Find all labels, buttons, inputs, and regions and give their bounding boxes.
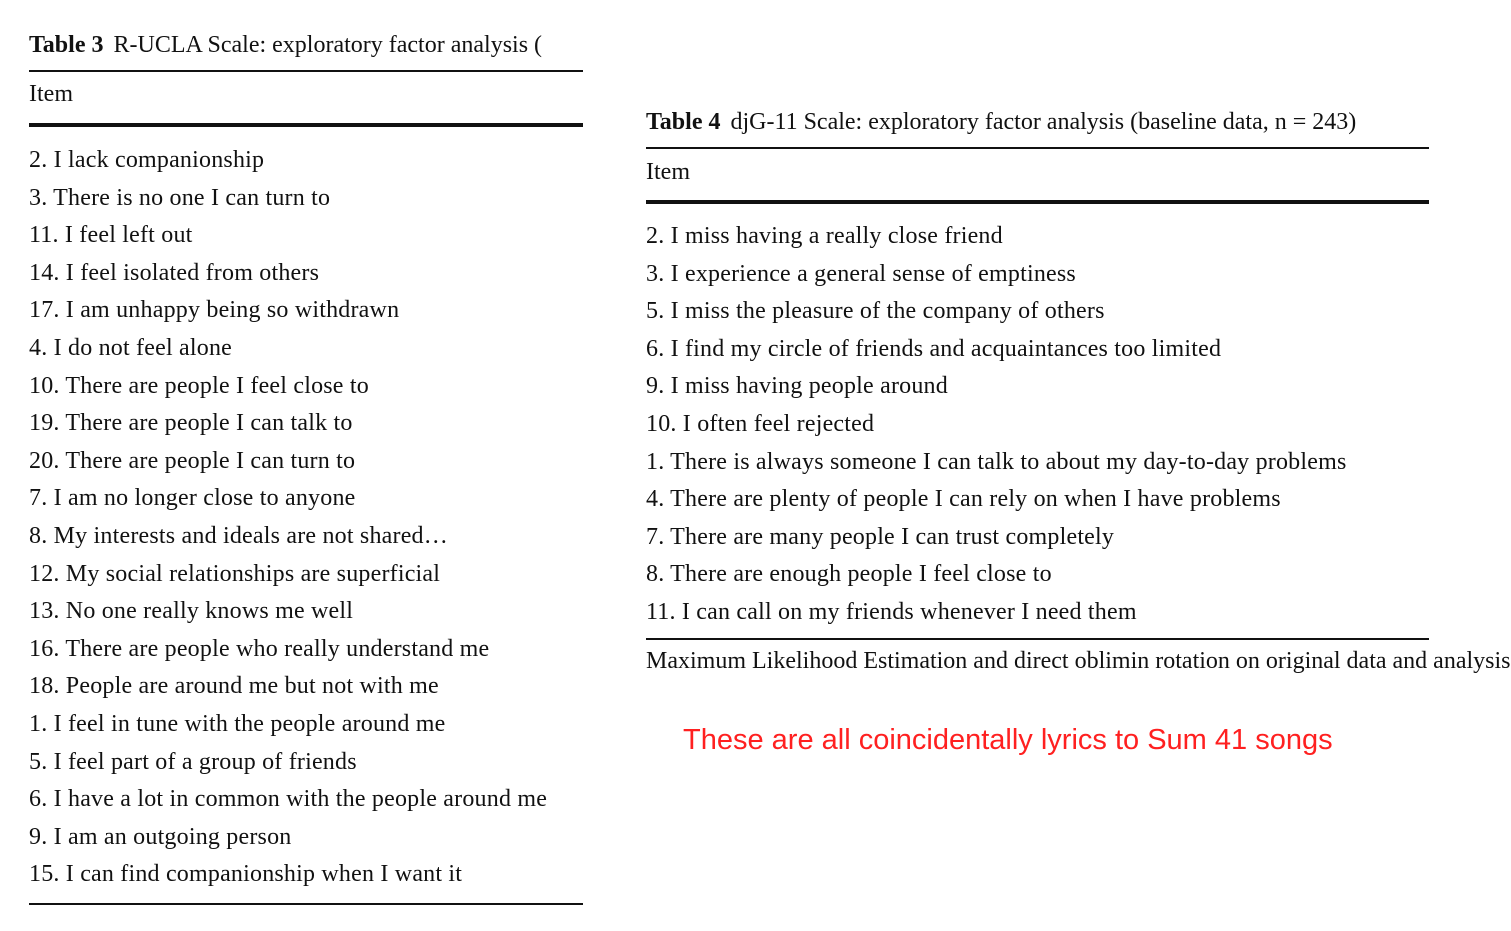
table-row: 14. I feel isolated from others (29, 259, 320, 286)
table-row: 18. People are around me but not with me (29, 673, 439, 700)
table-row: 6. I find my circle of friends and acquaintances too limited (646, 335, 1222, 362)
table-row: 9. I miss having people around (646, 373, 948, 400)
table-3 (29, 30, 583, 905)
table-row: 3. There is no one I can turn to (29, 184, 331, 211)
table-row: 1. I feel in tune with the people around me (29, 710, 446, 737)
table-4-cut-footnote-text: Maximum Likelihood Estimation and direct oblimin rotation on original data and analysis (646, 647, 1511, 674)
table-row: 11. I feel left out (29, 222, 193, 249)
table-row: 2. I miss having a really close friend (646, 223, 1003, 249)
table-4-caption-text: djG-11 Scale: exploratory factor analysis (baseline data, n = 243) (730, 109, 1357, 135)
table-4-header-rule (646, 200, 1429, 204)
table-row: 3. I experience a general sense of emptiness (646, 260, 1076, 287)
table-row: 5. I miss the pleasure of the company of others (646, 298, 1105, 325)
table-row: 15. I can find companionship when I want it (29, 861, 463, 888)
table-4 (646, 107, 1511, 674)
table-row: 19. There are people I can talk to (29, 410, 353, 437)
table-row: 5. I feel part of a group of friends (29, 748, 357, 775)
table-row: 7. I am no longer close to anyone (29, 485, 356, 512)
table-row: 10. I often feel rejected (646, 410, 875, 437)
table-row: 4. I do not feel alone (29, 334, 232, 361)
table-row: 2. I lack companionship (29, 147, 265, 173)
table-row: 4. There are plenty of people I can rely on when I have problems (646, 486, 1281, 513)
table-row: 17. I am unhappy being so withdrawn (29, 297, 400, 324)
table-row: 9. I am an outgoing person (29, 823, 292, 850)
table-4-bottom-rule (646, 638, 1429, 640)
table-4-rows (646, 218, 1429, 632)
table-3-caption-text: R-UCLA Scale: exploratory factor analysis ( (113, 32, 543, 58)
table-row: 16. There are people who really understand me (29, 635, 490, 662)
table-row: 1. There is always someone I can talk to about my day-to-day problems (646, 448, 1347, 475)
table-row: 10. There are people I feel close to (29, 372, 369, 399)
table-4-caption (646, 107, 1429, 137)
table-row: 13. No one really knows me well (29, 598, 354, 625)
table-4-header-item: Item (646, 159, 690, 185)
table-3-header-item: Item (29, 81, 73, 107)
table-row: 8. There are enough people I feel close to (646, 561, 1052, 588)
table-3-header-rule (29, 123, 583, 127)
table-4-caption-label: Table 4 (646, 109, 721, 135)
table-3-caption (29, 30, 583, 60)
table-3-rows (29, 142, 583, 894)
annotation-text: These are all coincidentally lyrics to Sum 41 songs (683, 724, 1333, 756)
table-row: 7. There are many people I can trust completely (646, 523, 1115, 550)
table-row: 12. My social relationships are superficial (29, 560, 441, 587)
table-3-bottom-rule (29, 903, 583, 905)
table-3-caption-label: Table 3 (29, 32, 104, 58)
table-4-cut-footnote (646, 647, 1511, 674)
table-row: 8. My interests and ideals are not shared… (29, 522, 448, 549)
table-row: 6. I have a lot in common with the people around me (29, 786, 548, 813)
table-row: 20. There are people I can turn to (29, 447, 356, 474)
table-row: 11. I can call on my friends whenever I need them (646, 598, 1137, 625)
